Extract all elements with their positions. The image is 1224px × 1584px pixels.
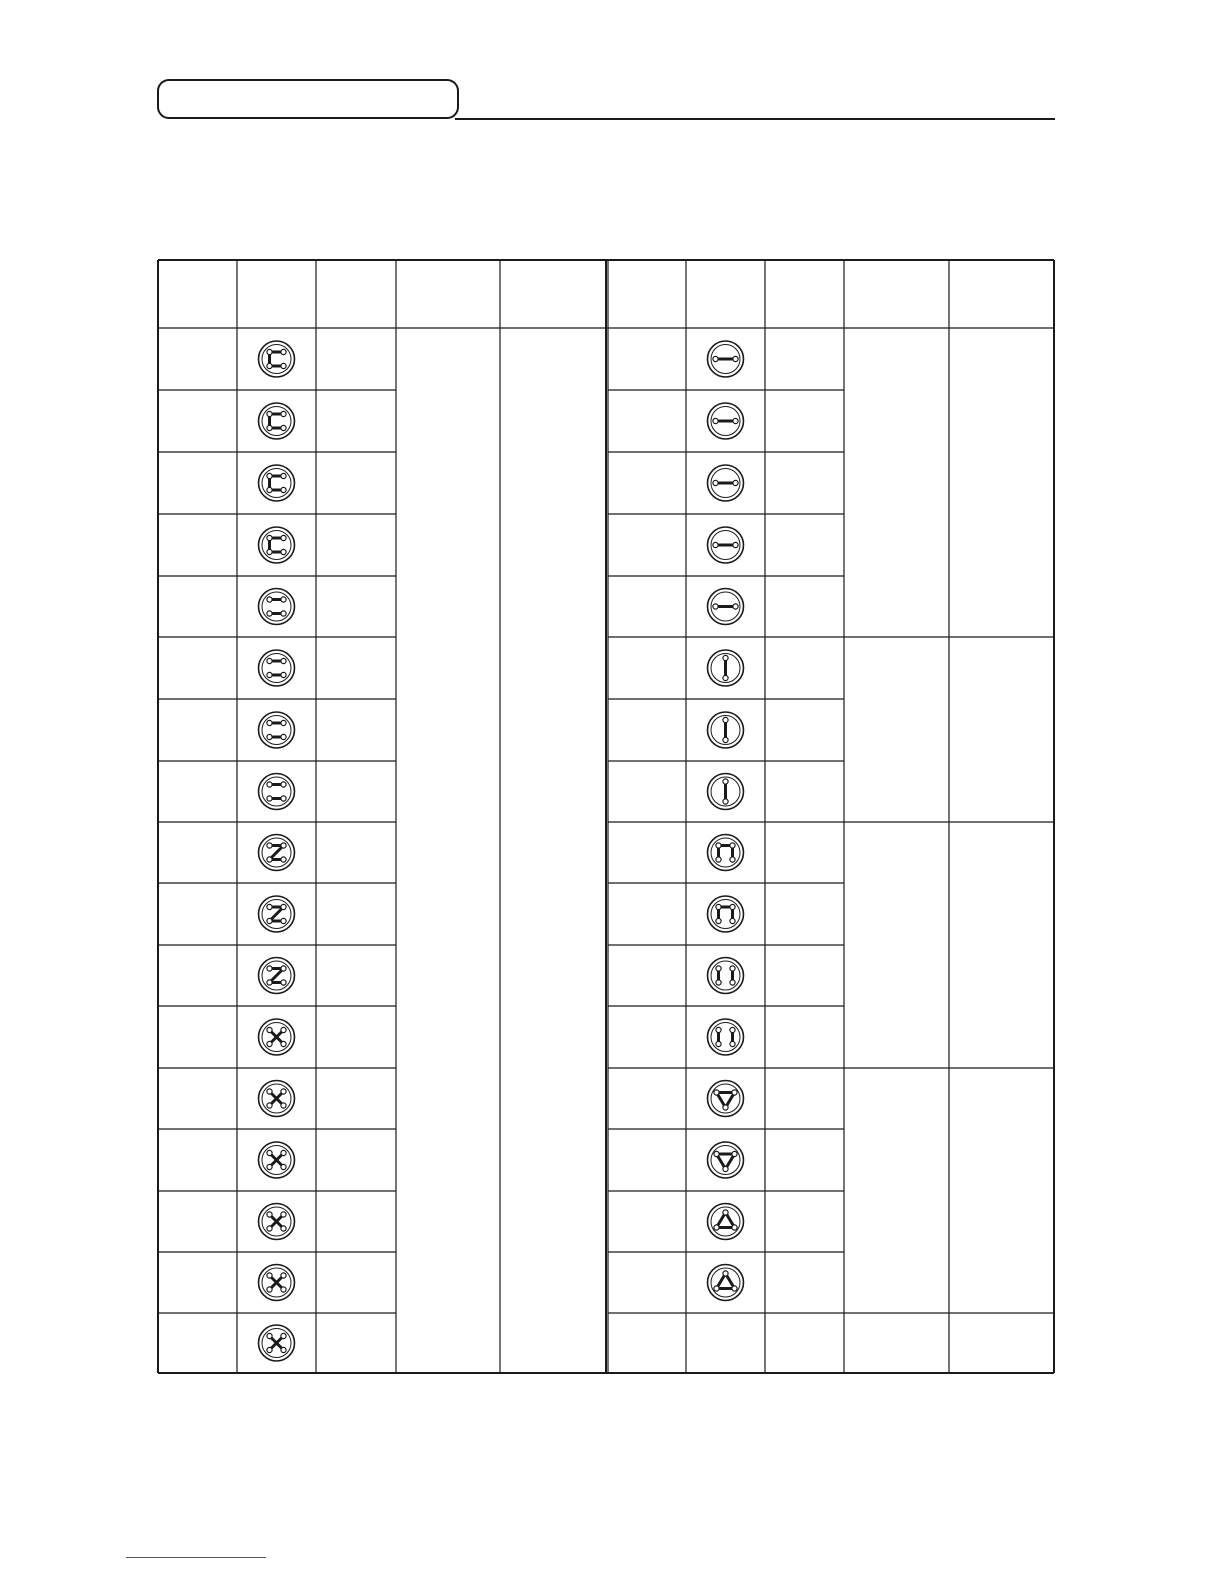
four-hole-cross-stitch-icon: [259, 1325, 295, 1361]
four-hole-z-stitch-icon: [259, 896, 295, 932]
two-hole-horizontal-stitch-icon: [708, 589, 744, 625]
four-hole-pi-stitch-icon: [708, 896, 744, 932]
four-hole-square-stitch-icon: [259, 527, 295, 563]
two-hole-vertical-stitch-icon: [708, 774, 744, 810]
four-hole-cross-stitch-icon: [259, 1142, 295, 1178]
footer-link-underline[interactable]: [126, 1557, 266, 1558]
three-hole-triangle-up-stitch-icon: [708, 1204, 744, 1240]
four-hole-z-stitch-icon: [259, 835, 295, 871]
two-hole-vertical-stitch-icon: [708, 712, 744, 748]
three-hole-triangle-down-stitch-icon: [708, 1081, 744, 1117]
four-hole-cross-stitch-icon: [259, 1081, 295, 1117]
four-hole-parallel-stitch-icon: [259, 650, 295, 686]
four-hole-double-bar-stitch-icon: [708, 958, 744, 994]
three-hole-triangle-down-stitch-icon: [708, 1142, 744, 1178]
two-hole-horizontal-stitch-icon: [708, 465, 744, 501]
two-hole-horizontal-stitch-icon: [708, 403, 744, 439]
four-hole-cross-stitch-icon: [259, 1204, 295, 1240]
four-hole-double-bar-stitch-icon: [708, 1019, 744, 1055]
two-hole-horizontal-stitch-icon: [708, 527, 744, 563]
table-icons: [259, 341, 744, 1361]
three-hole-triangle-up-stitch-icon: [708, 1265, 744, 1301]
four-hole-cross-stitch-icon: [259, 1265, 295, 1301]
four-hole-parallel-stitch-icon: [259, 712, 295, 748]
two-hole-horizontal-stitch-icon: [708, 341, 744, 377]
four-hole-square-stitch-icon: [259, 465, 295, 501]
four-hole-cross-stitch-icon: [259, 1019, 295, 1055]
four-hole-square-stitch-icon: [259, 341, 295, 377]
four-hole-parallel-stitch-icon: [259, 774, 295, 810]
four-hole-pi-stitch-icon: [708, 835, 744, 871]
two-hole-vertical-stitch-icon: [708, 650, 744, 686]
four-hole-z-stitch-icon: [259, 958, 295, 994]
four-hole-square-stitch-icon: [259, 403, 295, 439]
four-hole-parallel-stitch-icon: [259, 589, 295, 625]
